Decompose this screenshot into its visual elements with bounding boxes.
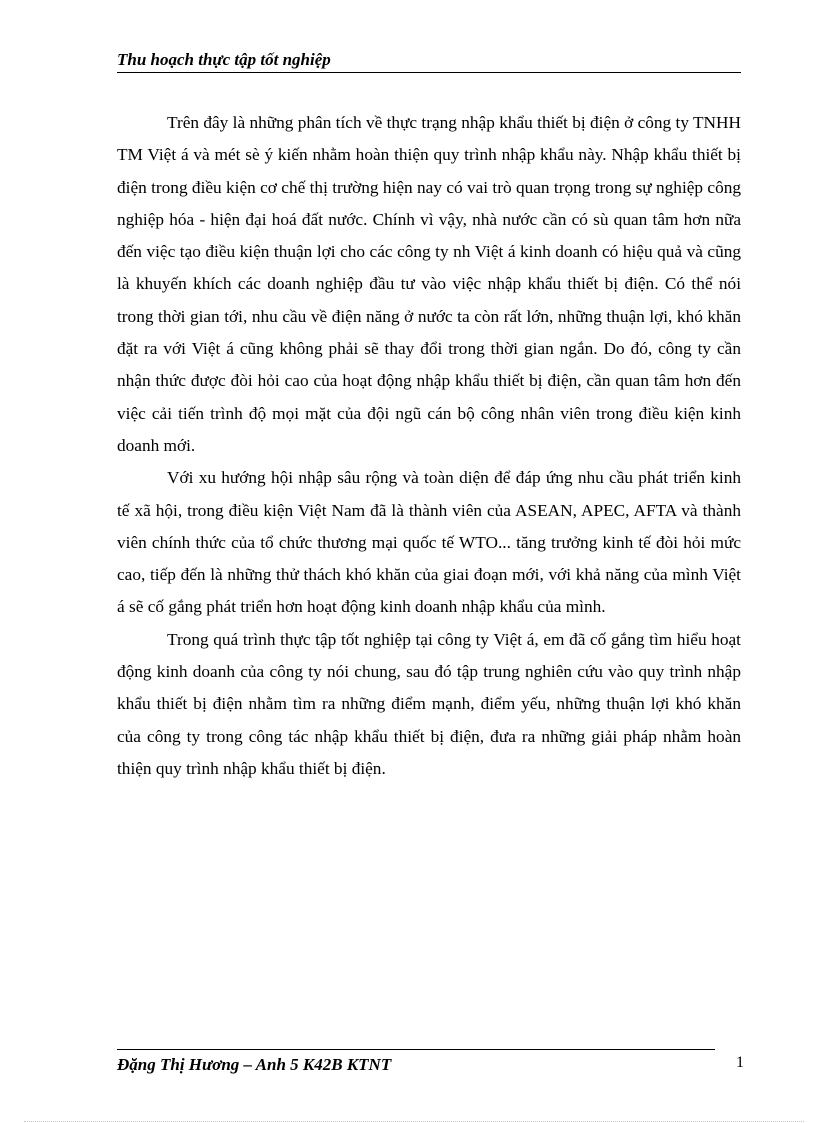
paragraph-3: Trong quá trình thực tập tốt nghiệp tại công ty Việt á, em đã cố gắng tìm hiểu hoạt động kinh doanh của công ty nói chung, sau đó tập trung nghiên cứu vào quy trình nhập khẩu thiết bị điện nhằm tìm ra những điểm mạnh, điểm yếu, những thuận lợi khó khăn của công ty trong công tác nhập khẩu thiết bị điện, đưa ra những giải pháp nhằm hoàn thiện quy trình nhập khẩu thiết bị điện. xyxy=(117,629,741,778)
footer-author: Đặng Thị Hương – Anh 5 K42B KTNT xyxy=(117,1055,392,1074)
paragraph-1: Trên đây là những phân tích về thực trạng nhập khẩu thiết bị điện ở công ty TNHH TM Việt á và mét sè ý kiến nhằm hoàn thiện quy trình nhập khẩu này. Nhập khẩu thiết bị điện trong điều kiện cơ chế thị trường hiện nay có vai trò quan trọng trong sự nghiệp công nghiệp hóa - hiện đại hoá đất nước. Chính vì vậy, nhà nước cần có sù quan tâm hơn nữa đến việc tạo điều kiện thuận lợi cho các công ty nh Việt á kinh doanh có hiệu quả và cũng là khuyến khích các doanh nghiệp đầu tư vào việc nhập khẩu thiết bị điện. Có thể nói trong thời gian tới, nhu cầu về điện năng ở nước ta còn rất lớn, những thuận lợi, khó khăn đặt ra với Việt á cũng không phải sẽ thay đổi trong thời gian ngắn. Do đó, công ty cần nhận thức được đòi hỏi cao của hoạt động nhập khẩu thiết bị điện, cần quan tâm hơn đến việc cải tiến trình độ mọi mặt của đội ngũ cán bộ công nhân viên trong điều kiện kinh doanh mới. xyxy=(117,113,741,455)
page-header xyxy=(117,50,741,73)
footer-divider xyxy=(117,1049,715,1050)
page-bottom-border xyxy=(24,1121,804,1122)
header-title: Thu hoạch thực tập tốt nghiệp xyxy=(117,50,331,69)
page-number: 1 xyxy=(736,1054,744,1071)
paragraph-2: Với xu hướng hội nhập sâu rộng và toàn diện để đáp ứng nhu cầu phát triển kinh tế xã hội, trong điều kiện Việt Nam đã là thành viên của ASEAN, APEC, AFTA và thành viên chính thức của tổ chức thương mại quốc tế WTO... tăng trưởng kinh tế đòi hỏi mức cao, tiếp đến là những thử thách khó khăn của giai đoạn mới, với khả năng của mình Việt á sẽ cố gắng phát triển hơn hoạt động kinh doanh nhập khẩu của mình. xyxy=(117,468,741,617)
document-body xyxy=(117,107,741,785)
